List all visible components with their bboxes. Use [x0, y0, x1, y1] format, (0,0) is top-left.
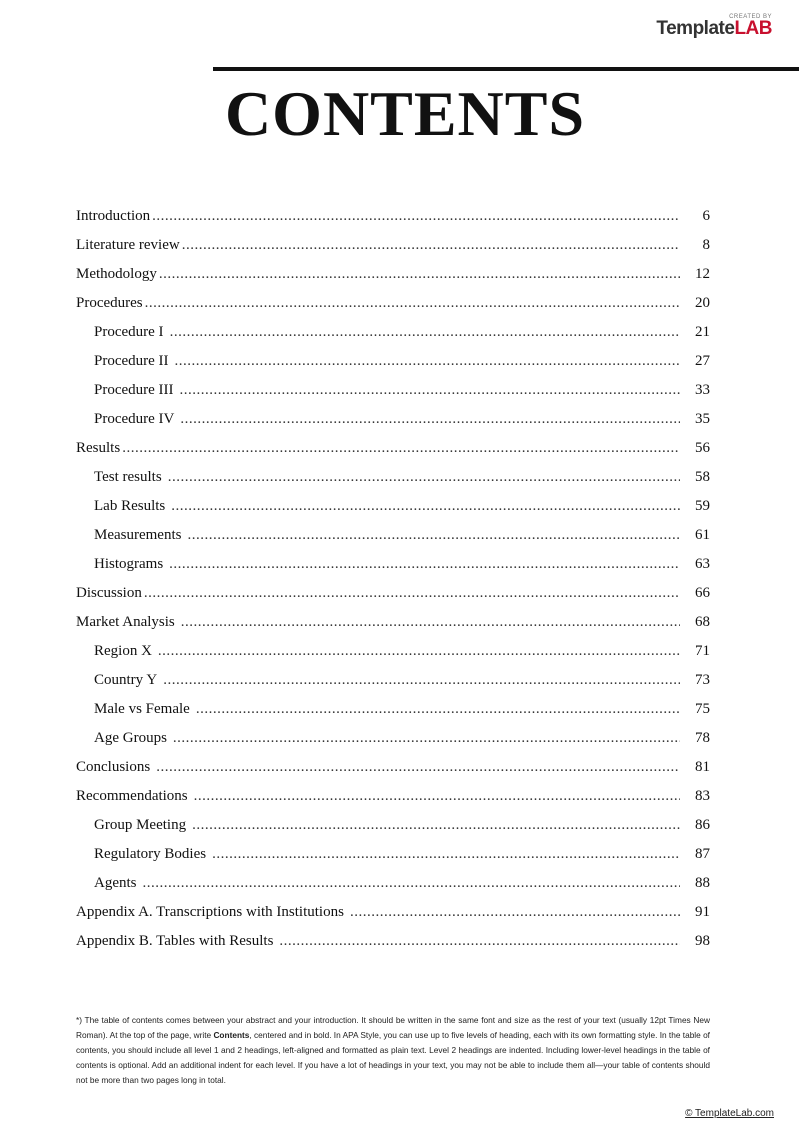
- toc-page-number: 12: [695, 266, 710, 282]
- footnote-text-end: , centered and in bold. In APA Style, you can use up to five levels of heading, each with its own formatting style. In the table of contents, you should include all level 1 and 2 headings, left-aligned and formatted as plain text. Level 2 headings are indented. Including lower-level headings in the table of contents is optional. Add an additional indent for each level. If you have a lot of headings in your text, you may not be able to include them all—your table of contents should not be more than two pages long in total.: [76, 1030, 710, 1085]
- toc-page-number: 27: [695, 353, 710, 369]
- toc-page-number: 78: [695, 730, 710, 746]
- toc-subentry[interactable]: [76, 811, 710, 840]
- toc-dot-leader: [156, 753, 680, 782]
- toc-page-number: 68: [695, 614, 710, 630]
- toc-page-number: 6: [702, 208, 710, 224]
- toc-subentry[interactable]: [76, 405, 710, 434]
- logo-name-part1: Template: [656, 18, 735, 39]
- toc-dot-leader: [152, 202, 680, 231]
- toc-page-number: 33: [695, 382, 710, 398]
- toc-subentry[interactable]: [76, 347, 710, 376]
- toc-dot-leader: [163, 666, 680, 695]
- toc-entry-label: Procedure III: [94, 382, 174, 398]
- toc-entry[interactable]: [76, 898, 710, 927]
- toc-page-number: 63: [695, 556, 710, 572]
- toc-entry[interactable]: [76, 202, 710, 231]
- toc-page-number: 71: [695, 643, 710, 659]
- toc-dot-leader: [187, 521, 680, 550]
- toc-entry-label: Procedures: [76, 295, 143, 311]
- toc-page-number: 8: [702, 237, 710, 253]
- toc-entry-label: Literature review: [76, 237, 180, 253]
- toc-page-number: 86: [695, 817, 710, 833]
- toc-subentry[interactable]: [76, 637, 710, 666]
- toc-entry-label: Male vs Female: [94, 701, 190, 717]
- toc-page-number: 20: [695, 295, 710, 311]
- toc-page-number: 56: [695, 440, 710, 456]
- toc-dot-leader: [194, 782, 680, 811]
- toc-dot-leader: [180, 376, 680, 405]
- toc-dot-leader: [212, 840, 680, 869]
- toc-page-number: 88: [695, 875, 710, 891]
- copyright-link[interactable]: © TemplateLab.com: [685, 1108, 774, 1119]
- toc-entry-label: Conclusions: [76, 759, 151, 775]
- toc-page-number: 58: [695, 469, 710, 485]
- toc-page-number: 66: [695, 585, 710, 601]
- toc-entry-label: Age Groups: [94, 730, 167, 746]
- toc-entry[interactable]: [76, 782, 710, 811]
- toc-entry[interactable]: [76, 927, 710, 956]
- toc-dot-leader: [279, 927, 680, 956]
- logo-small-text: CREATED BY: [729, 14, 772, 20]
- toc-dot-leader: [170, 318, 680, 347]
- toc-subentry[interactable]: [76, 521, 710, 550]
- toc-subentry[interactable]: [76, 550, 710, 579]
- toc-subentry[interactable]: [76, 318, 710, 347]
- toc-entry-label: Histograms: [94, 556, 164, 572]
- toc-subentry[interactable]: [76, 695, 710, 724]
- toc-dot-leader: [181, 608, 680, 637]
- toc-dot-leader: [175, 347, 680, 376]
- toc-entry-label: Procedure II: [94, 353, 169, 369]
- toc-entry[interactable]: [76, 579, 710, 608]
- footnote-text-start: *) The table of contents comes between your abstract and your introduction. It should be written in the same font and size as the rest of your text (usually 12pt Times New Roman). At the top of the page, write: [76, 1015, 710, 1040]
- toc-subentry[interactable]: [76, 376, 710, 405]
- toc-page-number: 87: [695, 846, 710, 862]
- toc-subentry[interactable]: [76, 666, 710, 695]
- toc-entry-label: Regulatory Bodies: [94, 846, 207, 862]
- toc-subentry[interactable]: [76, 724, 710, 753]
- toc-dot-leader: [143, 869, 681, 898]
- toc-entry-label: Agents: [94, 875, 137, 891]
- toc-entry-label: Country Y: [94, 672, 158, 688]
- toc-entry-label: Discussion: [76, 585, 142, 601]
- table-of-contents: [76, 202, 710, 956]
- toc-dot-leader: [192, 811, 680, 840]
- toc-page-number: 98: [695, 933, 710, 949]
- toc-dot-leader: [145, 289, 680, 318]
- toc-dot-leader: [159, 260, 680, 289]
- toc-entry[interactable]: [76, 608, 710, 637]
- toc-entry-label: Procedure I: [94, 324, 164, 340]
- toc-entry[interactable]: [76, 289, 710, 318]
- toc-dot-leader: [144, 579, 680, 608]
- toc-entry[interactable]: [76, 260, 710, 289]
- toc-entry-label: Methodology: [76, 266, 157, 282]
- toc-dot-leader: [158, 637, 680, 666]
- toc-page-number: 75: [695, 701, 710, 717]
- page-title: CONTENTS: [224, 78, 586, 149]
- toc-page-number: 35: [695, 411, 710, 427]
- logo-wordmark: [656, 18, 772, 39]
- toc-entry-label: Region X: [94, 643, 152, 659]
- toc-dot-leader: [182, 231, 680, 260]
- toc-dot-leader: [171, 492, 680, 521]
- toc-subentry[interactable]: [76, 492, 710, 521]
- toc-dot-leader: [173, 724, 680, 753]
- toc-entry-label: Market Analysis: [76, 614, 175, 630]
- toc-page-number: 83: [695, 788, 710, 804]
- toc-entry[interactable]: [76, 753, 710, 782]
- toc-subentry[interactable]: [76, 840, 710, 869]
- toc-dot-leader: [180, 405, 680, 434]
- toc-entry-label: Group Meeting: [94, 817, 187, 833]
- footnote-bold-word: Contents: [213, 1030, 250, 1040]
- toc-entry-label: Procedure IV: [94, 411, 175, 427]
- toc-entry-label: Introduction: [76, 208, 151, 224]
- toc-page-number: 21: [695, 324, 710, 340]
- toc-entry-label: Appendix A. Transcriptions with Institutions: [76, 904, 344, 920]
- toc-entry-label: Recommendations: [76, 788, 188, 804]
- toc-entry-label: Measurements: [94, 527, 182, 543]
- toc-entry-label: Test results: [94, 469, 162, 485]
- toc-page-number: 61: [695, 527, 710, 543]
- toc-dot-leader: [196, 695, 680, 724]
- toc-page-number: 81: [695, 759, 710, 775]
- toc-dot-leader: [122, 434, 680, 463]
- toc-entry[interactable]: [76, 231, 710, 260]
- toc-subentry[interactable]: [76, 869, 710, 898]
- toc-entry-label: Results: [76, 440, 121, 456]
- toc-entry-label: Lab Results: [94, 498, 166, 514]
- toc-subentry[interactable]: [76, 463, 710, 492]
- toc-page-number: 73: [695, 672, 710, 688]
- logo-name-part2: LAB: [734, 18, 772, 39]
- templatelab-logo: [656, 14, 772, 40]
- toc-entry[interactable]: [76, 434, 710, 463]
- footnote: [76, 1013, 710, 1088]
- toc-dot-leader: [168, 463, 680, 492]
- toc-page-number: 91: [695, 904, 710, 920]
- toc-dot-leader: [169, 550, 680, 579]
- toc-dot-leader: [350, 898, 680, 927]
- toc-page-number: 59: [695, 498, 710, 514]
- title-rule: [213, 67, 799, 71]
- toc-entry-label: Appendix B. Tables with Results: [76, 933, 274, 949]
